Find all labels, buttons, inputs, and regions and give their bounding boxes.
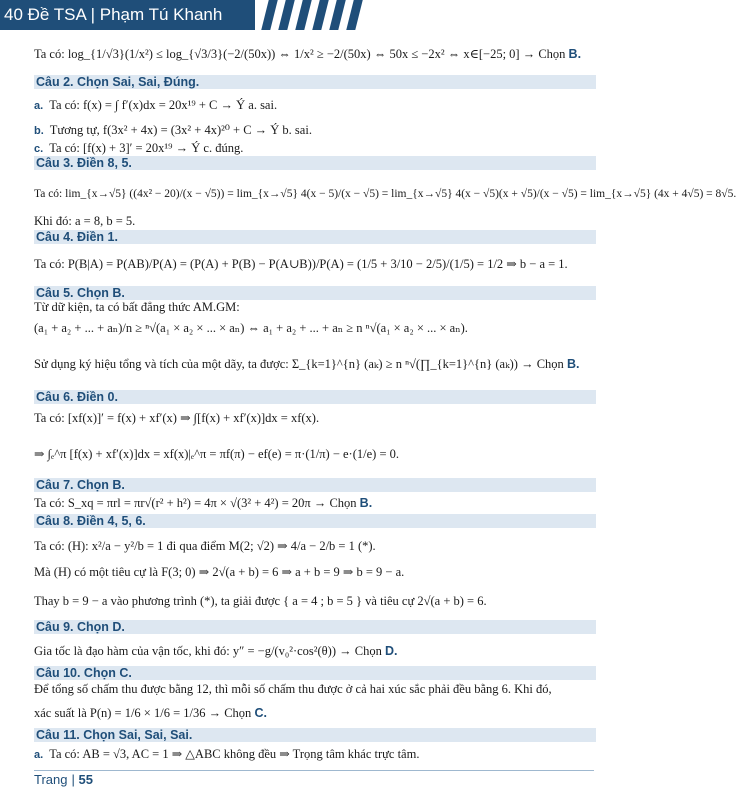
question-heading: Câu 2. Chọn Sai, Sai, Đúng. [34, 75, 596, 89]
solution-line: Sử dụng ký hiệu tổng và tích của một dãy, ta được: Σ_{k=1}^{n} (aₖ) ≥ n ⁿ√(∏_{k=1}^{n} (aₖ)) → Chọn B. [34, 357, 580, 371]
page-number: 55 [78, 772, 93, 787]
question-heading: Câu 9. Chọn D. [34, 620, 596, 634]
solution-line: ⇒ ∫ₑ^π [f(x) + xf′(x)]dx = xf(x)|ₑ^π = πf(π) − ef(e) = π·(1/π) − e·(1/e) = 0. [34, 447, 399, 461]
solution-line: (a₁ + a₂ + ... + aₙ)/n ≥ ⁿ√(a₁ × a₂ × ... × aₙ) ⇔ a₁ + a₂ + ... + aₙ ≥ n ⁿ√(a₁ × a₂ × ... × aₙ). [34, 321, 468, 335]
question-heading: Câu 5. Chọn B. [34, 286, 596, 300]
page-label: Trang [34, 772, 68, 787]
solution-line: Ta có: S_xq = πrl = πr√(r² + h²) = 4π × √(3² + 4²) = 20π → Chọn B. [34, 496, 373, 510]
solution-line: Khi đó: a = 8, b = 5. [34, 214, 136, 228]
question-heading: Câu 4. Điền 1. [34, 230, 596, 244]
question-heading: Câu 6. Điền 0. [34, 390, 596, 404]
solution-line: b. Tương tự, f(3x² + 4x) = (3x² + 4x)²⁰ + C → Ý b. sai. [34, 123, 312, 137]
solution-line: Thay b = 9 − a vào phương trình (*), ta giải được { a = 4 ; b = 5 } và tiêu cự 2√(a + b) = 6. [34, 594, 487, 608]
header-banner [0, 0, 255, 30]
question-heading: Câu 7. Chọn B. [34, 478, 596, 492]
header-stripes [255, 0, 375, 30]
solution-line: Từ dữ kiện, ta có bất đẳng thức AM.GM: [34, 300, 240, 314]
solution-line: Mà (H) có một tiêu cự là F(3; 0) ⇒ 2√(a + b) = 6 ⇒ a + b = 9 ⇒ b = 9 − a. [34, 565, 405, 579]
solution-line: Ta có: lim_{x→√5} ((4x² − 20)/(x − √5)) = lim_{x→√5} 4(x − 5)/(x − √5) = lim_{x→√5} 4(x − √5)(x + √5)/(x − √5) = lim_{x→√5} (4x + 4√5) = 8√5. [34, 188, 736, 200]
solution-line: c. Ta có: [f(x) + 3]′ = 20x¹⁹ → Ý c. đúng. [34, 141, 244, 155]
solution-line: xác suất là P(n) = 1/6 × 1/6 = 1/36 → Chọn C. [34, 706, 267, 720]
solution-line: Ta có: [xf(x)]′ = f(x) + xf′(x) ⇒ ∫[f(x) + xf′(x)]dx = xf(x). [34, 411, 320, 425]
page-footer [34, 770, 594, 789]
question-heading: Câu 8. Điền 4, 5, 6. [34, 514, 596, 528]
solution-line: a. Ta có: f(x) = ∫ f′(x)dx = 20x¹⁹ + C → Ý a. sai. [34, 98, 278, 112]
solution-line: Gia tốc là đạo hàm của vận tốc, khi đó: y″ = −g/(v₀²·cos²(θ)) → Chọn D. [34, 644, 398, 658]
page-title: 40 Đề TSA | Phạm Tú Khanh [4, 5, 223, 24]
question-heading: Câu 3. Điền 8, 5. [34, 156, 596, 170]
question-heading: Câu 11. Chọn Sai, Sai, Sai. [34, 728, 596, 742]
solution-line: a. Ta có: AB = √3, AC = 1 ⇒ △ABC không đều ⇒ Trọng tâm khác trực tâm. [34, 747, 420, 761]
solution-line: Ta có: log_{1/√3}(1/x²) ≤ log_{√3/3}(−2/(50x)) ⇔ 1/x² ≥ −2/(50x) ⇔ 50x ≤ −2x² ⇔ x∈[−25; 0] → Chọn B. [34, 47, 582, 61]
solution-line: Ta có: P(B|A) = P(AB)/P(A) = (P(A) + P(B) − P(A∪B))/P(A) = (1/5 + 3/10 − 2/5)/(1/5) = 1/2 ⇒ b − a = 1. [34, 257, 568, 271]
solution-line: Ta có: (H): x²/a − y²/b = 1 đi qua điểm M(2; √2) ⇒ 4/a − 2/b = 1 (*). [34, 539, 376, 553]
question-heading: Câu 10. Chọn C. [34, 666, 596, 680]
footer-separator: | [71, 772, 79, 787]
solution-line: Để tổng số chấm thu được bằng 12, thì mỗi số chấm thu được ở cả hai xúc sắc phải đều bằng 6. Khi đó, [34, 682, 552, 696]
